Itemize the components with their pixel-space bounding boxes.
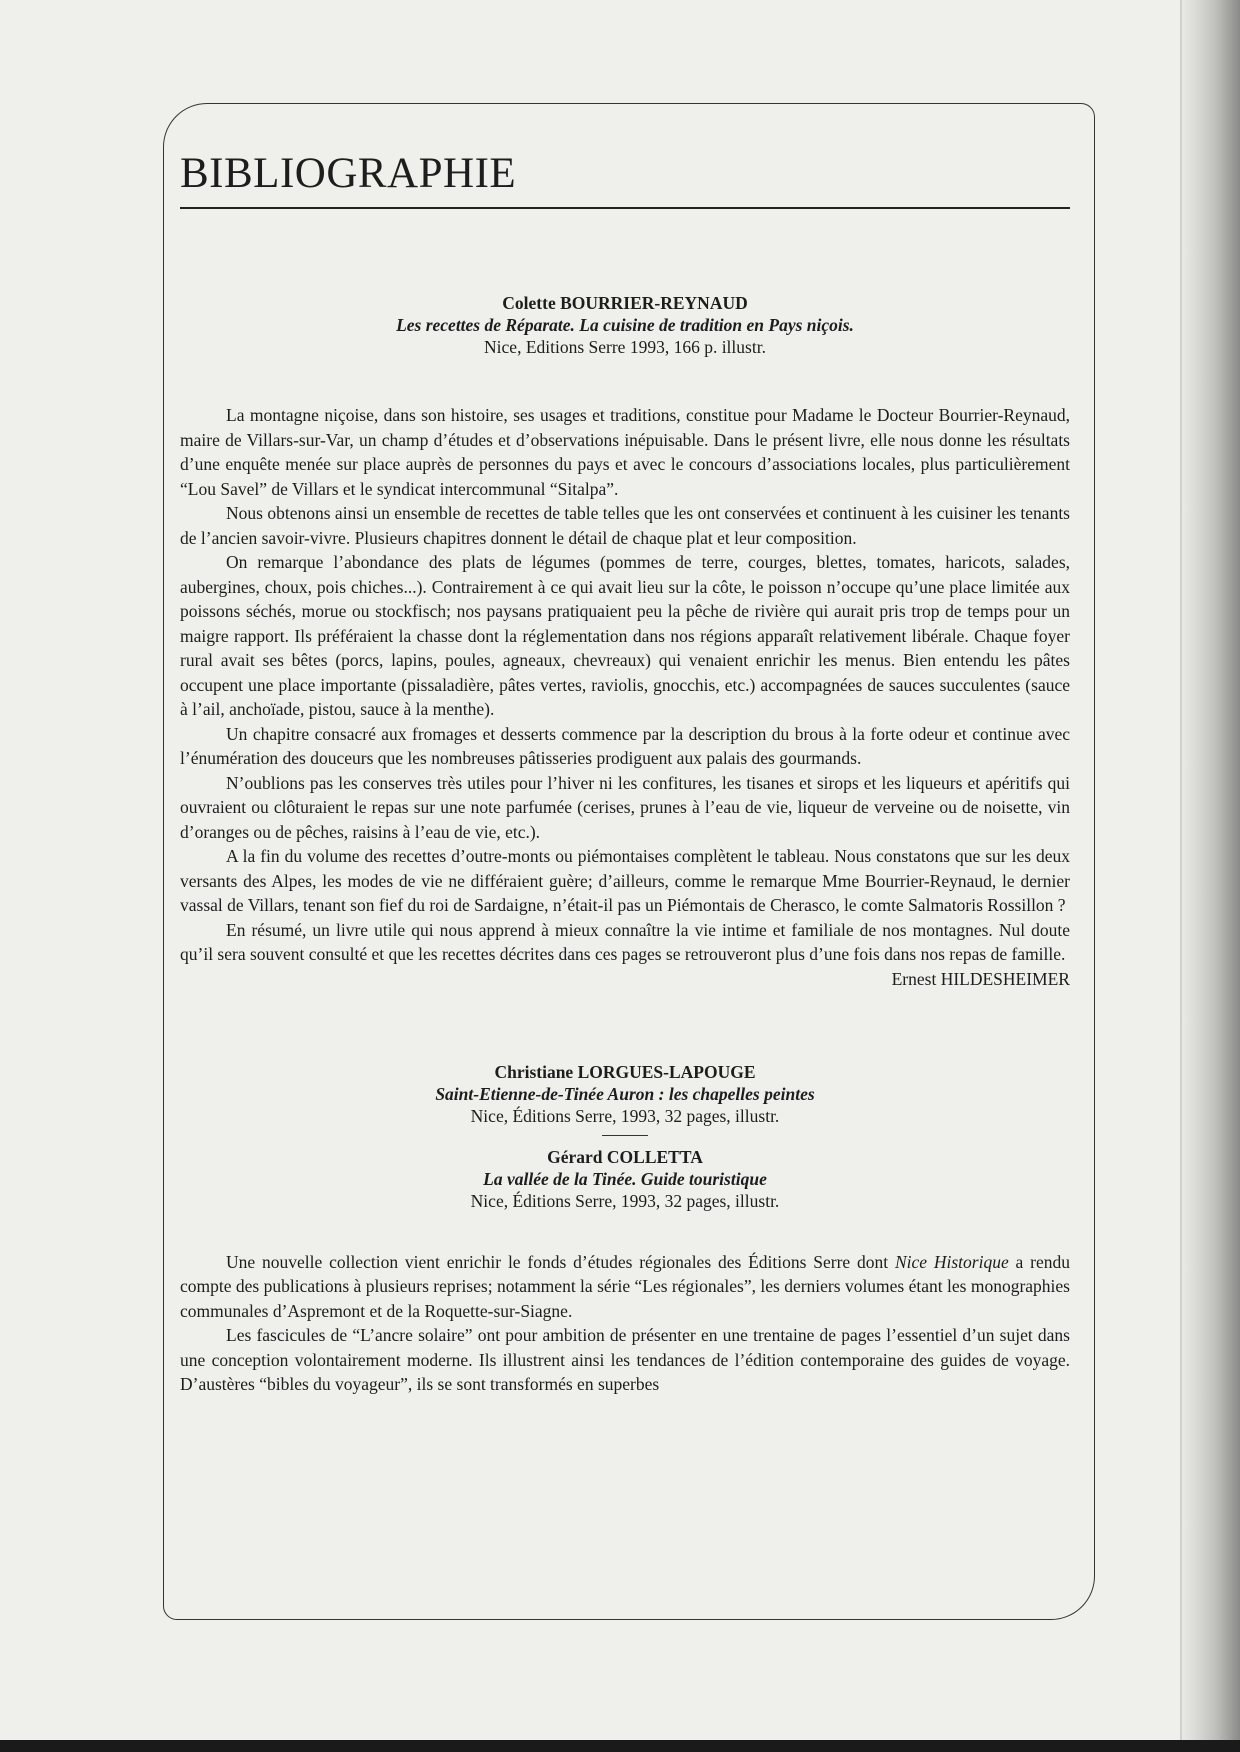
review2-p1-text-a: Une nouvelle collection vient enrichir le fonds d’études régionales des Éditions Serre dont: [226, 1251, 895, 1272]
review2-book-title-2: La vallée de la Tinée. Guide touristique: [483, 1168, 767, 1189]
review1-reference: [180, 292, 1070, 358]
review1-signature: Ernest HILDESHEIMER: [891, 968, 1070, 989]
review2-book-title-1: Saint-Etienne-de-Tinée Auron : les chapelles peintes: [435, 1083, 815, 1104]
review1-author: Colette BOURRIER-REYNAUD: [502, 293, 748, 314]
review1-paragraph: A la fin du volume des recettes d’outre-monts ou piémontaises complètent le tableau. Nous constatons que sur les deux versants des Alpes, les modes de vie ne différaient guère; d’ailleurs, comme le remarque Mme Bourrier-Reynaud, le dernier vassal de Villars, tenant son fief du roi de Sardaigne, n’était-il pas un Piémontais de Cherasco, le comte Salmatoris Rossillon ?: [180, 846, 1070, 916]
review2-body: [180, 1250, 1070, 1397]
review2-paragraph-2: Les fascicules de “L’ancre solaire” ont pour ambition de présenter en une trentaine de pages l’essentiel d’un sujet dans une conception volontairement moderne. Ils illustrent ainsi les tendances de l’édition contemporaine des guides de voyage. D’austères “bibles du voyageur”, ils se sont transformés en superbes: [180, 1325, 1070, 1395]
review1-paragraph: La montagne niçoise, dans son histoire, ses usages et traditions, constitue pour Madame le Docteur Bourrier-Reynaud, maire de Villars-sur-Var, un champ d’études et d’observations inépuisable. Dans le présent livre, elle nous donne les résultats d’une enquête menée sur place auprès de personnes du pays et avec le concours d’associations locales, plus particulièrement “Lou Savel” de Villars et le syndicat intercommunal “Sitalpa”.: [180, 405, 1070, 499]
review2-publication-2: Nice, Éditions Serre, 1993, 32 pages, illustr.: [470, 1190, 780, 1211]
review2-publication-1: Nice, Éditions Serre, 1993, 32 pages, illustr.: [470, 1105, 780, 1126]
review2-paragraph-1: [180, 1250, 1070, 1324]
page-content: [180, 150, 1070, 1397]
review2-author-1: Christiane LORGUES-LAPOUGE: [494, 1061, 756, 1082]
review1-paragraph: N’oublions pas les conserves très utiles pour l’hiver ni les confitures, les tisanes et sirops et les liqueurs et apéritifs qui ouvraient ou clôturaient le repas sur une note parfumée (cerises, prunes à l’eau de vie, liqueur de verveine ou de noisette, vin d’oranges ou de pêches, raisins à l’eau de vie, etc.).: [180, 772, 1070, 842]
review2-reference-2: [180, 1146, 1070, 1212]
review2-p1-text-b: a rendu compte des publications à plusieurs reprises; notamment la série “Les régionales”, les derniers volumes étant les monographies communales d’Aspremont et de la Roquette-sur-Siagne.: [180, 1251, 1070, 1321]
review1-paragraph: Un chapitre consacré aux fromages et desserts commence par la description du brous à la forte odeur et continue avec l’énumération des douceurs que les nombreuses pâtisseries prodiguent aux palais des gourmands.: [180, 723, 1070, 769]
page-title: BIBLIOGRAPHIE: [180, 150, 517, 197]
reference-separator: [602, 1135, 648, 1136]
title-rule: [180, 207, 1070, 209]
scan-bottom-edge: [0, 1740, 1240, 1752]
review2-reference-1: [180, 1061, 1070, 1127]
review1-body: [180, 403, 1070, 967]
journal-title: Nice Historique: [894, 1251, 1009, 1272]
review1-paragraph: Nous obtenons ainsi un ensemble de recettes de table telles que les ont conservées et continuent à les cuisiner les tenants de l’ancien savoir-vivre. Plusieurs chapitres donnent le détail de chaque plat et leur composition.: [180, 503, 1070, 548]
review1-paragraph: On remarque l’abondance des plats de légumes (pommes de terre, courges, blettes, tomates, haricots, salades, aubergines, choux, pois chiches...). Contrairement à ce qui avait lieu sur la côte, le poisson n’occupe qu’une place limitée aux poissons séchés, morue ou stockfisch; nos paysans pratiquaient peu la pêche de rivière qui aurait pris trop de temps pour un maigre rapport. Ils préféraient la chasse dont la réglementation dans nos régions apparaît relativement libérale. Chaque foyer rural avait ses bêtes (porcs, lapins, poules, agneaux, chevreaux) qui venaient enrichir les menus. Bien entendu les pâtes occupent une place importante (pissaladière, pâtes vertes, raviolis, gnocchis, etc.) accompagnées de sauces succulentes (sauce à l’ail, anchoïade, pistou, sauce à la menthe).: [180, 552, 1070, 720]
review1-publication: Nice, Editions Serre 1993, 166 p. illustr.: [484, 337, 766, 358]
review1-book-title: Les recettes de Réparate. La cuisine de tradition en Pays niçois.: [396, 315, 854, 336]
binding-shadow: [1182, 0, 1240, 1752]
review1-paragraph: En résumé, un livre utile qui nous apprend à mieux connaître la vie intime et familiale de nos montagnes. Nul doute qu’il sera souvent consulté et que les recettes décrites dans ces pages se retrouveront plus d’une fois dans nos repas de famille.: [180, 919, 1070, 965]
review2-author-2: Gérard COLLETTA: [547, 1146, 703, 1167]
